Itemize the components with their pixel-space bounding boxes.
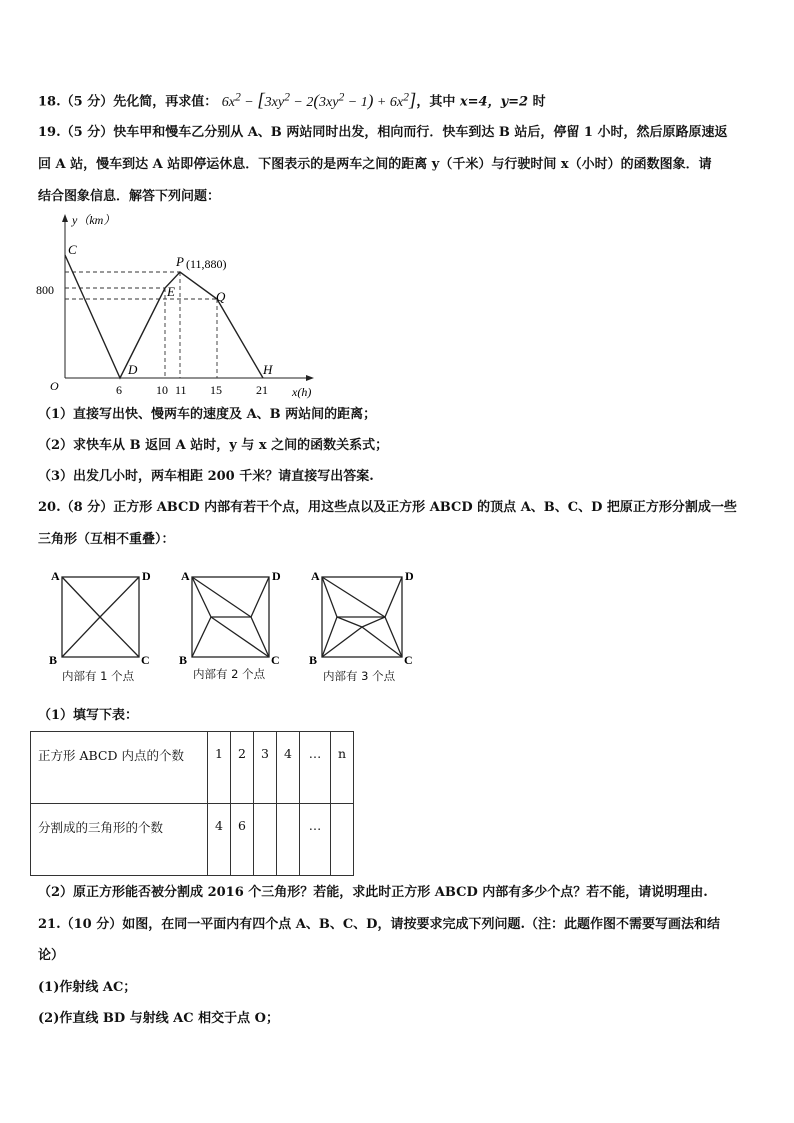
q20-line-2: 三角形（互相不重叠）： xyxy=(38,532,175,547)
q18-line xyxy=(38,89,546,111)
x-tick-10: 10 xyxy=(156,383,168,397)
origin-label: O xyxy=(50,379,59,393)
q19-sub-3: （3）出发几小时，两车相距 200 千米？请直接写出答案. xyxy=(38,469,374,484)
q18-tail-a: ，其中 xyxy=(416,94,460,110)
q21-item-2: (2)作直线 BD 与射线 AC 相交于点 O； xyxy=(38,1011,279,1026)
fig2-vertex-a: A xyxy=(181,569,190,583)
table-cell xyxy=(254,804,276,818)
fig2-vertex-c: C xyxy=(271,653,280,667)
y-axis-arrow xyxy=(62,214,68,222)
q20-line-1: 20.（8 分）正方形 ABCD 内部有若干个点，用这些点以及正方形 ABCD 的顶点 A、B、C、D 把原正方形分割成一些 xyxy=(38,500,737,515)
fig1-vertex-d: D xyxy=(142,569,151,583)
x-axis-label: x(h) xyxy=(292,385,312,399)
table-cell: … xyxy=(308,818,322,833)
x-tick-6: 6 xyxy=(116,383,122,397)
table-cell: 4 xyxy=(215,818,223,833)
square-figure-1 xyxy=(45,567,165,667)
point-c-label: C xyxy=(68,242,77,257)
graph-line xyxy=(65,255,263,378)
q18-y-value: y=2 xyxy=(500,94,529,110)
q18-expression: $6x^2 - [3xy^2 - 2(3xy^2 - 1) + 6x^2]$ xyxy=(221,89,417,111)
q19-line-1: 19.（5 分）快车甲和慢车乙分别从 A、B 两站同时出发，相向而行．快车到达 B 站后，停留 1 小时，然后原路原速返 xyxy=(38,125,728,140)
fig2-caption: 内部有 2 个点 xyxy=(193,667,266,681)
x-tick-21: 21 xyxy=(256,383,268,397)
table-row xyxy=(31,732,354,804)
table-row xyxy=(31,804,354,876)
point-p-coord: (11,880) xyxy=(186,257,227,271)
q19-sub-2: （2）求快车从 B 返回 A 站时，y 与 x 之间的函数关系式； xyxy=(38,438,389,453)
q18-x-value: x=4， xyxy=(459,94,501,110)
fig2-vertex-d: D xyxy=(272,569,281,583)
square-figure-2 xyxy=(175,567,295,667)
fig3-vertex-d: D xyxy=(405,569,414,583)
x-axis-arrow xyxy=(306,375,314,381)
q18-tail-b: 时 xyxy=(528,94,546,110)
q21-line-2: 论） xyxy=(38,948,65,963)
q19-line-2: 回 A 站，慢车到达 A 站即停运休息．下图表示的是两车之间的距离 y（千米）与行驶时间 x（小时）的函数图象．请 xyxy=(38,157,712,172)
q20-sub-1: （1）填写下表： xyxy=(38,708,139,723)
square-figure-3 xyxy=(305,567,425,667)
q18-head: 18.（5 分）先化简，再求值： xyxy=(38,94,218,110)
table-cell: 3 xyxy=(261,746,269,761)
q21-line-1: 21.（10 分）如图，在同一平面内有四个点 A、B、C、D，请按要求完成下列问题.（注：此题作图不需要写画法和结 xyxy=(38,917,720,932)
fig3-vertex-c: C xyxy=(404,653,413,667)
y-axis-label: y（km） xyxy=(72,213,116,227)
fig3-vertex-a: A xyxy=(311,569,320,583)
fig3-vertex-b: B xyxy=(309,653,318,667)
table-cell: n xyxy=(337,746,347,761)
point-q-label: Q xyxy=(216,289,226,304)
fig1-caption: 内部有 1 个点 xyxy=(62,669,135,683)
x-tick-11: 11 xyxy=(175,383,187,397)
table-cell xyxy=(331,804,353,818)
table-cell xyxy=(277,804,299,818)
point-d-label: D xyxy=(128,362,138,377)
fig3-caption: 内部有 3 个点 xyxy=(323,669,396,683)
point-e-label: E xyxy=(167,284,175,299)
table-cell: … xyxy=(308,746,322,761)
x-tick-15: 15 xyxy=(210,383,222,397)
table-cell: 1 xyxy=(215,746,223,761)
point-p-label: P xyxy=(176,254,184,269)
q21-item-1: (1)作射线 AC； xyxy=(38,980,137,995)
fig1-vertex-b: B xyxy=(49,653,58,667)
table-row2-label: 分割成的三角形的个数 xyxy=(38,820,164,835)
table-cell: 4 xyxy=(284,746,292,761)
q20-sub-2: （2）原正方形能否被分割成 2016 个三角形？若能，求此时正方形 ABCD 内部有多少个点？若不能，请说明理由. xyxy=(38,885,708,900)
q19-distance-time-graph xyxy=(30,210,330,400)
point-h-label: H xyxy=(263,362,273,377)
y-tick-800: 800 xyxy=(36,283,54,297)
table-cell: 2 xyxy=(238,746,246,761)
points-triangles-table xyxy=(30,731,354,876)
table-row1-label: 正方形 ABCD 内点的个数 xyxy=(38,748,184,763)
q19-sub-1: （1）直接写出快、慢两车的速度及 A、B 两站间的距离； xyxy=(38,407,377,422)
fig1-vertex-c: C xyxy=(141,653,150,667)
table-cell: 6 xyxy=(238,818,246,833)
q19-line-3: 结合图象信息．解答下列问题： xyxy=(38,189,221,204)
fig1-vertex-a: A xyxy=(51,569,60,583)
fig2-vertex-b: B xyxy=(179,653,188,667)
